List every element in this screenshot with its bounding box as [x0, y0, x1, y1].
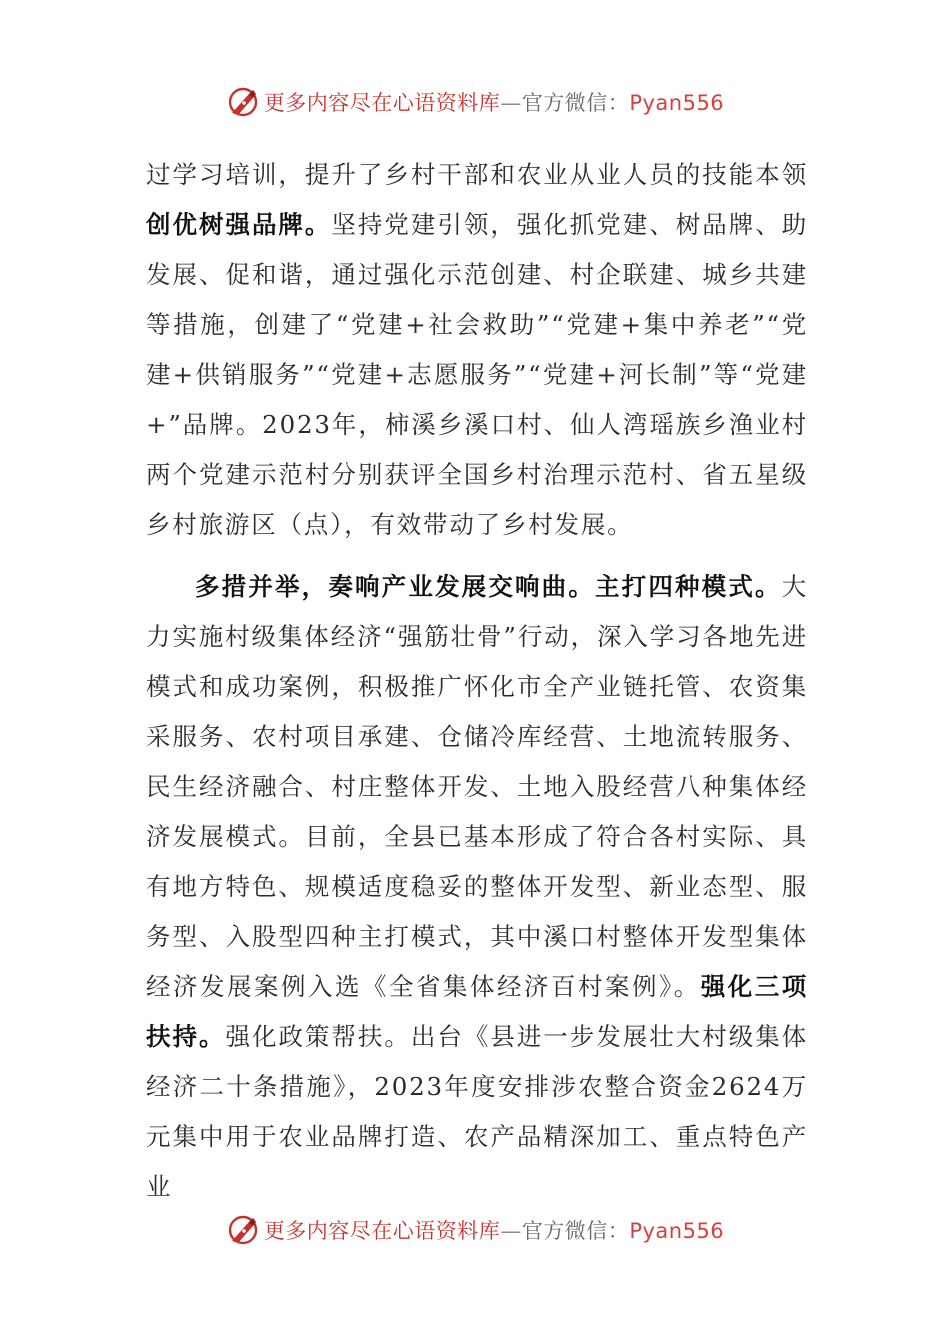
footer-wechat-id: Pyan556	[629, 1219, 725, 1243]
footer-sub-label: 官方微信：	[521, 1219, 630, 1243]
header-separator: —	[500, 91, 522, 115]
header-sub-label: 官方微信：	[521, 91, 630, 115]
paragraph-1-lead: 过学习培训，提升了乡村干部和农业从业人员的技能本领	[146, 160, 808, 189]
pen-nib-logo-icon	[226, 1213, 260, 1247]
paragraph-1	[146, 150, 808, 550]
footer-brand: 更多内容尽在心语资料库	[263, 1219, 501, 1243]
paragraph-1-heading-brand: 创优树强品牌。	[146, 210, 332, 239]
pen-nib-logo-icon	[226, 85, 260, 119]
document-body	[146, 150, 808, 1212]
paragraph-2-body-continued: 强化政策帮扶。出台《县进一步发展壮大村级集体经济二十条措施》，2023年度安排涉农整合资金2624万元集中用于农业品牌打造、农产品精深加工、重点特色产业	[146, 1022, 808, 1201]
footer-watermark-text	[264, 1215, 724, 1245]
paragraph-1-body: 坚持党建引领，强化抓党建、树品牌、助发展、促和谐，通过强化示范创建、村企联建、城乡共建等措施，创建了“党建+社会救助”“党建+集中养老”“党建+供销服务”“党建+志愿服务”“党建+河长制”等“党建+”品牌。2023年，柿溪乡溪口村、仙人湾瑶族乡渔业村两个党建示范村分别获评全国乡村治理示范村、省五星级乡村旅游区（点），有效带动了乡村发展。	[146, 210, 808, 539]
header-watermark-text	[264, 87, 724, 117]
paragraph-2-subheading: 强化三项扶持。	[146, 972, 808, 1051]
header-brand: 更多内容尽在心语资料库	[263, 91, 501, 115]
header-wechat-id: Pyan556	[629, 91, 725, 115]
header-watermark	[0, 82, 950, 122]
footer-separator: —	[500, 1219, 522, 1243]
paragraph-2	[146, 562, 808, 1212]
footer-watermark	[0, 1210, 950, 1250]
paragraph-2-heading: 多措并举，奏响产业发展交响曲。主打四种模式。	[195, 572, 782, 601]
paragraph-2-body: 大力实施村级集体经济“强筋壮骨”行动，深入学习各地先进模式和成功案例，积极推广怀化市全产业链托管、农资集采服务、农村项目承建、仓储冷库经营、土地流转服务、民生经济融合、村庄整体开发、土地入股经营八种集体经济发展模式。目前，全县已基本形成了符合各村实际、具有地方特色、规模适度稳妥的整体开发型、新业态型、服务型、入股型四种主打模式，其中溪口村整体开发型集体经济发展案例入选《全省集体经济百村案例》。	[146, 572, 808, 1001]
